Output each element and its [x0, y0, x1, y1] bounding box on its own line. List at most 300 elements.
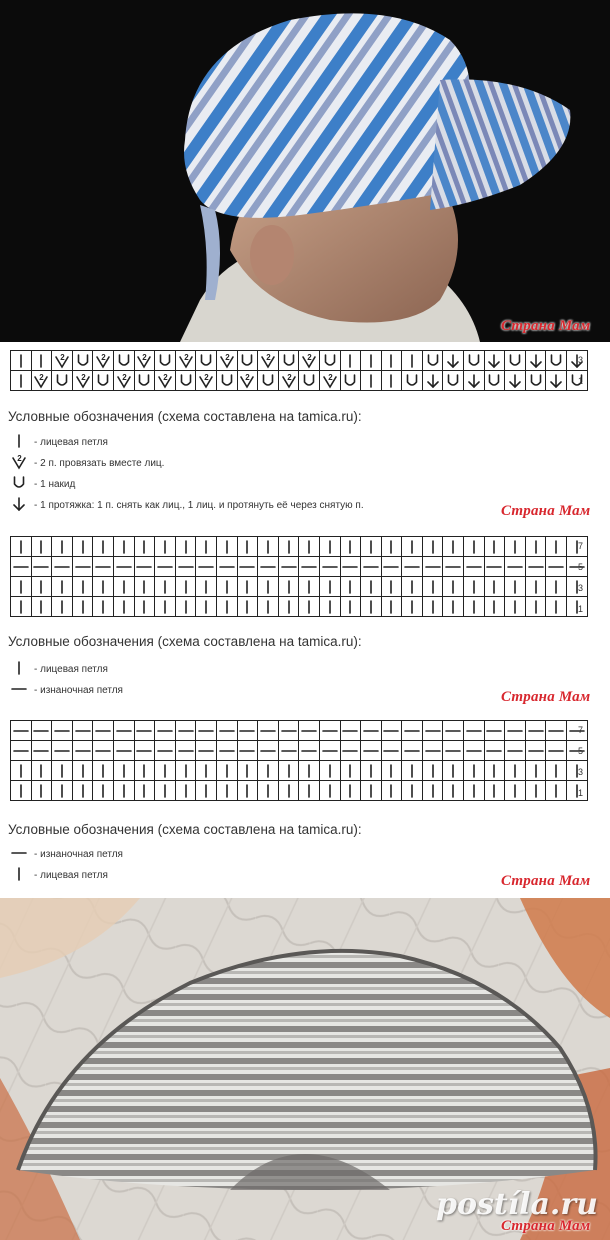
stitch-cell	[402, 781, 423, 801]
purl-stitch-icon	[341, 722, 359, 740]
knit-stitch-icon	[10, 432, 30, 452]
stitch-cell	[422, 537, 443, 557]
knit-stitch-icon	[527, 598, 545, 616]
k2tog-icon	[156, 372, 174, 390]
stitch-cell	[484, 597, 505, 617]
knit-stitch-icon	[197, 538, 215, 556]
reverse-stockinette-chart-grid	[10, 720, 588, 801]
legend-item	[10, 432, 108, 452]
purl-stitch-icon	[362, 722, 380, 740]
knit-stitch-icon	[382, 372, 400, 390]
knit-stitch-icon	[53, 762, 71, 780]
knit-stitch-icon	[197, 578, 215, 596]
knit-stitch-icon	[115, 782, 133, 800]
stitch-cell	[258, 761, 279, 781]
stitch-cell	[299, 597, 320, 617]
knit-stitch-icon	[444, 782, 462, 800]
purl-stitch-icon	[527, 742, 545, 760]
knit-stitch-icon	[506, 598, 524, 616]
purl-stitch-icon	[197, 742, 215, 760]
purl-stitch-icon	[506, 742, 524, 760]
row-number: 1	[578, 788, 584, 798]
skp-icon	[424, 372, 442, 390]
knit-stitch-icon	[403, 352, 421, 370]
stitch-cell	[422, 351, 443, 371]
stitch-cell	[443, 741, 464, 761]
knit-stitch-icon	[382, 598, 400, 616]
stitch-cell	[484, 781, 505, 801]
stitch-cell	[52, 577, 73, 597]
legend-title: Условные обозначения (схема составлена на tamica.ru):	[8, 822, 362, 837]
knit-stitch-icon	[53, 782, 71, 800]
stitch-cell	[93, 781, 114, 801]
stitch-cell	[525, 537, 546, 557]
k2tog-icon	[177, 352, 195, 370]
knit-stitch-icon	[527, 538, 545, 556]
stitch-cell	[175, 557, 196, 577]
stitch-cell	[525, 781, 546, 801]
stitch-cell	[216, 351, 237, 371]
stitch-cell	[113, 761, 134, 781]
k2tog-icon	[10, 453, 28, 471]
stitch-cell	[525, 761, 546, 781]
stitch-cell	[216, 371, 237, 391]
knit-stitch-icon	[300, 538, 318, 556]
svg-text:2: 2	[101, 352, 106, 362]
yarn-over-icon	[341, 372, 359, 390]
yarn-over-icon	[74, 352, 92, 370]
purl-stitch-icon	[156, 558, 174, 576]
stitch-cell	[299, 371, 320, 391]
stitch-cell	[299, 781, 320, 801]
row-number: 3	[578, 355, 584, 365]
knit-stitch-icon	[362, 598, 380, 616]
purl-stitch-icon	[74, 722, 92, 740]
stitch-cell	[52, 351, 73, 371]
knit-stitch-icon	[424, 538, 442, 556]
brim-photo	[0, 898, 610, 1240]
lace-chart	[10, 350, 588, 391]
knit-stitch-icon	[403, 598, 421, 616]
purl-stitch-icon	[321, 742, 339, 760]
stitch-cell	[237, 577, 258, 597]
stitch-cell	[72, 351, 93, 371]
stitch-cell	[11, 761, 32, 781]
stitch-cell	[93, 557, 114, 577]
stitch-cell	[258, 781, 279, 801]
skp-icon	[506, 372, 524, 390]
stitch-cell	[278, 741, 299, 761]
stitch-cell	[443, 721, 464, 741]
knit-stitch-icon	[12, 538, 30, 556]
purl-stitch-icon	[403, 558, 421, 576]
knit-stitch-icon	[156, 782, 174, 800]
stitch-cell	[52, 537, 73, 557]
chart-row	[11, 761, 588, 781]
knit-stitch-icon	[177, 782, 195, 800]
stitch-cell	[31, 741, 52, 761]
knit-stitch-icon	[177, 578, 195, 596]
purl-stitch-icon	[238, 558, 256, 576]
stitch-cell	[113, 721, 134, 741]
knit-stitch-icon	[300, 762, 318, 780]
knit-stitch-icon	[135, 598, 153, 616]
knit-stitch-icon	[94, 578, 112, 596]
purl-stitch-icon	[300, 742, 318, 760]
purl-stitch-icon	[94, 722, 112, 740]
knit-stitch-icon	[341, 352, 359, 370]
stitch-cell	[113, 577, 134, 597]
stitch-cell	[134, 577, 155, 597]
stitch-cell	[381, 371, 402, 391]
stitch-cell	[258, 351, 279, 371]
knit-stitch-icon	[362, 782, 380, 800]
knit-stitch-icon	[53, 538, 71, 556]
stitch-cell	[381, 721, 402, 741]
k2tog-icon	[32, 372, 50, 390]
stitch-cell	[278, 721, 299, 741]
chart-row	[11, 537, 588, 557]
knit-stitch-icon	[74, 598, 92, 616]
stitch-cell	[525, 371, 546, 391]
stitch-cell	[381, 577, 402, 597]
stitch-cell	[361, 761, 382, 781]
stitch-cell	[361, 781, 382, 801]
stitch-cell	[258, 371, 279, 391]
stitch-cell	[134, 597, 155, 617]
stitch-cell	[155, 537, 176, 557]
chart-row	[11, 351, 588, 371]
stitch-cell	[31, 557, 52, 577]
stitch-cell	[381, 741, 402, 761]
stitch-cell	[11, 781, 32, 801]
purl-stitch-icon	[444, 722, 462, 740]
stitch-cell	[340, 781, 361, 801]
svg-text:2: 2	[307, 352, 312, 362]
knit-stitch-icon	[382, 782, 400, 800]
stitch-cell	[402, 351, 423, 371]
watermark-label: Страна Мам	[501, 689, 591, 705]
purl-stitch-icon	[177, 722, 195, 740]
stitch-cell	[464, 537, 485, 557]
knit-stitch-icon	[403, 538, 421, 556]
stitch-cell	[31, 781, 52, 801]
purl-stitch-icon	[341, 558, 359, 576]
stitch-cell	[546, 781, 567, 801]
stitch-cell	[484, 577, 505, 597]
stitch-cell	[340, 761, 361, 781]
purl-stitch-icon	[10, 680, 28, 698]
stitch-cell	[505, 721, 526, 741]
stitch-cell	[155, 741, 176, 761]
k2tog-icon	[218, 352, 236, 370]
stitch-cell	[278, 597, 299, 617]
knit-stitch-icon	[424, 598, 442, 616]
knit-stitch-icon	[465, 578, 483, 596]
stitch-cell	[443, 577, 464, 597]
stitch-cell	[113, 781, 134, 801]
stitch-cell	[11, 741, 32, 761]
knit-stitch-icon	[485, 782, 503, 800]
skp-icon	[527, 352, 545, 370]
knit-stitch-icon	[341, 598, 359, 616]
stitch-cell	[299, 741, 320, 761]
purl-stitch-icon	[382, 722, 400, 740]
stitch-cell	[484, 741, 505, 761]
purl-stitch-icon	[53, 558, 71, 576]
stitch-cell	[464, 577, 485, 597]
stitch-cell	[319, 761, 340, 781]
stitch-cell	[155, 597, 176, 617]
stitch-cell	[196, 741, 217, 761]
knit-stitch-icon	[74, 578, 92, 596]
stitch-cell	[237, 597, 258, 617]
stitch-cell	[258, 741, 279, 761]
stitch-cell	[196, 597, 217, 617]
stitch-cell	[340, 557, 361, 577]
purl-stitch-icon	[280, 742, 298, 760]
stitch-cell	[93, 351, 114, 371]
purl-stitch-icon	[485, 722, 503, 740]
k2tog-icon	[74, 372, 92, 390]
stitch-cell	[72, 557, 93, 577]
k2tog-icon	[10, 453, 30, 473]
stitch-cell	[422, 371, 443, 391]
knit-stitch-icon	[238, 538, 256, 556]
knit-stitch-icon	[135, 578, 153, 596]
stitch-cell	[72, 741, 93, 761]
knit-stitch-icon	[280, 578, 298, 596]
purl-stitch-icon	[259, 722, 277, 740]
stitch-cell	[443, 351, 464, 371]
stitch-cell	[134, 721, 155, 741]
stitch-cell	[278, 781, 299, 801]
purl-stitch-icon	[53, 722, 71, 740]
stitch-cell	[52, 761, 73, 781]
stitch-cell	[402, 557, 423, 577]
stitch-cell	[505, 597, 526, 617]
chart-row	[11, 577, 588, 597]
stitch-cell	[52, 781, 73, 801]
knit-stitch-icon	[12, 782, 30, 800]
stitch-cell	[361, 721, 382, 741]
stitch-cell	[134, 351, 155, 371]
stitch-cell	[237, 537, 258, 557]
legend-text: - изнаночная петля	[34, 848, 123, 860]
stitch-cell	[258, 557, 279, 577]
purl-stitch-icon	[218, 742, 236, 760]
legend-title: Условные обозначения (схема составлена на tamica.ru):	[8, 409, 362, 424]
stitch-cell	[402, 721, 423, 741]
stitch-cell	[31, 351, 52, 371]
purl-stitch-icon	[74, 742, 92, 760]
stitch-cell	[258, 721, 279, 741]
stitch-cell	[237, 741, 258, 761]
chart-row	[11, 557, 588, 577]
purl-stitch-icon	[32, 558, 50, 576]
knit-stitch-icon	[506, 578, 524, 596]
stitch-cell	[216, 781, 237, 801]
stitch-cell	[52, 721, 73, 741]
knit-stitch-icon	[362, 538, 380, 556]
stitch-cell	[402, 371, 423, 391]
legend-text: - лицевая петля	[34, 663, 108, 675]
yarn-over-icon	[465, 352, 483, 370]
stitch-cell	[196, 371, 217, 391]
stitch-cell	[11, 721, 32, 741]
cap-photo	[0, 0, 610, 342]
legend-title: Условные обозначения (схема составлена на tamica.ru):	[8, 634, 362, 649]
svg-text:2: 2	[60, 352, 65, 362]
purl-stitch-icon	[177, 742, 195, 760]
stitch-cell	[443, 781, 464, 801]
stitch-cell	[319, 371, 340, 391]
knit-stitch-icon	[53, 598, 71, 616]
stitch-cell	[505, 537, 526, 557]
stitch-cell	[237, 351, 258, 371]
knit-stitch-icon	[362, 578, 380, 596]
stitch-cell	[402, 577, 423, 597]
purl-stitch-icon	[527, 558, 545, 576]
legend-text: - 1 протяжка: 1 п. снять как лиц., 1 лиц. и протянуть её через снятую п.	[34, 499, 364, 511]
stitch-cell	[11, 371, 32, 391]
stitch-cell	[443, 537, 464, 557]
knit-stitch-icon	[115, 578, 133, 596]
stitch-cell	[11, 577, 32, 597]
purl-stitch-icon	[156, 722, 174, 740]
knit-stitch-icon	[362, 372, 380, 390]
knit-stitch-icon	[12, 372, 30, 390]
stitch-cell	[237, 761, 258, 781]
yarn-over-icon	[485, 372, 503, 390]
knit-stitch-icon	[115, 762, 133, 780]
stitch-cell	[443, 597, 464, 617]
purl-stitch-icon	[321, 722, 339, 740]
knit-stitch-icon	[32, 598, 50, 616]
svg-text:2: 2	[266, 352, 271, 362]
row-number: 3	[578, 767, 584, 777]
stitch-cell	[546, 597, 567, 617]
stitch-cell	[422, 597, 443, 617]
purl-stitch-icon	[94, 742, 112, 760]
purl-stitch-icon	[547, 722, 565, 740]
purl-stitch-icon	[259, 742, 277, 760]
chart-row	[11, 741, 588, 761]
stitch-cell	[52, 557, 73, 577]
knit-stitch-icon	[94, 538, 112, 556]
svg-text:2: 2	[204, 372, 209, 382]
knit-stitch-icon	[403, 762, 421, 780]
stitch-cell	[340, 351, 361, 371]
purl-stitch-icon	[12, 722, 30, 740]
knit-stitch-icon	[12, 762, 30, 780]
stitch-cell	[525, 721, 546, 741]
stitch-cell	[134, 741, 155, 761]
svg-text:2: 2	[183, 352, 189, 362]
stitch-cell	[299, 351, 320, 371]
purl-stitch-icon	[424, 722, 442, 740]
stitch-cell	[464, 371, 485, 391]
svg-text:2: 2	[121, 372, 127, 382]
knit-stitch-icon	[547, 762, 565, 780]
stitch-cell	[134, 557, 155, 577]
yarn-over-icon	[94, 372, 112, 390]
purl-stitch-icon	[135, 742, 153, 760]
svg-text:2: 2	[17, 454, 22, 463]
legend-text: - 2 п. провязать вместе лиц.	[34, 457, 165, 469]
knit-stitch-icon	[12, 352, 30, 370]
stitch-cell	[278, 577, 299, 597]
knit-stitch-icon	[547, 598, 565, 616]
knit-stitch-icon	[403, 578, 421, 596]
purl-stitch-icon	[12, 558, 30, 576]
knit-stitch-icon	[218, 782, 236, 800]
purl-stitch-icon	[218, 722, 236, 740]
stitch-cell	[299, 557, 320, 577]
knit-stitch-icon	[259, 782, 277, 800]
stockinette-chart-grid	[10, 536, 588, 617]
knit-stitch-icon	[177, 538, 195, 556]
stitch-cell	[93, 371, 114, 391]
yarn-over-icon	[547, 352, 565, 370]
knit-stitch-icon	[341, 538, 359, 556]
legend-text: - лицевая петля	[34, 869, 108, 881]
legend-item	[10, 865, 108, 885]
purl-stitch-icon	[465, 558, 483, 576]
stitch-cell	[52, 741, 73, 761]
stitch-cell	[319, 537, 340, 557]
stitch-cell	[11, 537, 32, 557]
knit-stitch-icon	[218, 538, 236, 556]
knit-stitch-icon	[74, 538, 92, 556]
yarn-over-icon	[10, 474, 30, 494]
purl-stitch-icon	[465, 722, 483, 740]
stitch-cell	[258, 577, 279, 597]
stitch-cell	[31, 371, 52, 391]
knit-stitch-icon	[32, 782, 50, 800]
svg-text:2: 2	[286, 372, 292, 382]
knit-stitch-icon	[465, 762, 483, 780]
knit-stitch-icon	[465, 538, 483, 556]
stitch-cell	[31, 721, 52, 741]
purl-stitch-icon	[300, 558, 318, 576]
stitch-cell	[155, 351, 176, 371]
purl-stitch-icon	[12, 742, 30, 760]
stitch-cell	[113, 351, 134, 371]
watermark-label: Страна Мам	[501, 318, 591, 334]
stitch-cell	[319, 741, 340, 761]
purl-stitch-icon	[259, 558, 277, 576]
purl-stitch-icon	[444, 558, 462, 576]
purl-stitch-icon	[280, 722, 298, 740]
purl-stitch-icon	[300, 722, 318, 740]
row-number: 1	[578, 376, 584, 386]
legend-text: - изнаночная петля	[34, 684, 123, 696]
k2tog-icon	[197, 372, 215, 390]
yarn-over-icon	[444, 372, 462, 390]
purl-stitch-icon	[238, 742, 256, 760]
chart-row	[11, 597, 588, 617]
legend-item	[10, 474, 75, 494]
legend-item	[10, 453, 164, 473]
stitch-cell	[381, 761, 402, 781]
stitch-cell	[464, 721, 485, 741]
stitch-cell	[443, 761, 464, 781]
yarn-over-icon	[53, 372, 71, 390]
purl-stitch-icon	[465, 742, 483, 760]
stockinette-chart	[10, 536, 588, 617]
stitch-cell	[72, 761, 93, 781]
